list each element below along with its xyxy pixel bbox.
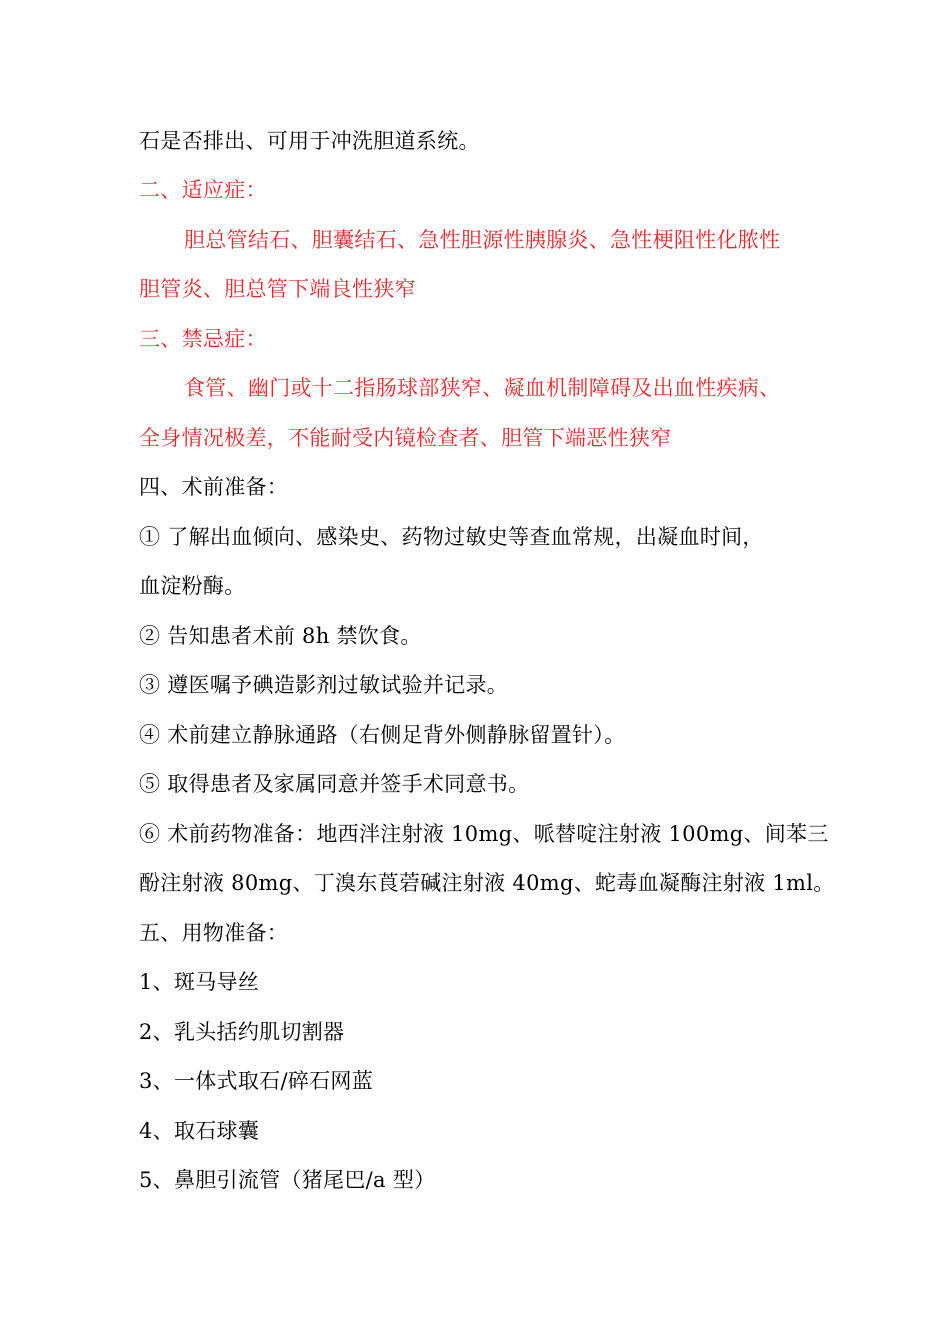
text-line: 石是否排出、可用于冲洗胆道系统。: [139, 129, 480, 153]
supply-item: 1、斑马导丝: [139, 970, 260, 994]
preop-item: ④ 术前建立静脉通路（右侧足背外侧静脉留置针）。: [139, 723, 626, 747]
preop-item: ⑤ 取得患者及家属同意并签手术同意书。: [139, 772, 530, 796]
preop-item: ③ 遵医嘱予碘造影剂过敏试验并记录。: [139, 673, 509, 697]
section-heading-preop: 四、术前准备：: [139, 475, 289, 499]
indications-text: 胆管炎、胆总管下端良性狭窄: [139, 277, 416, 301]
preop-item: 血淀粉酶。: [139, 574, 246, 598]
section-heading-contraindications: 三、禁忌症：: [139, 327, 267, 351]
preop-item: 酚注射液 80mg、丁溴东莨菪碱注射液 40mg、蛇毒血凝酶注射液 1ml。: [139, 871, 835, 895]
section-heading-supplies: 五、用物准备：: [139, 921, 289, 945]
section-heading-indications: 二、适应症：: [139, 178, 267, 202]
supply-item: 4、取石球囊: [139, 1119, 260, 1143]
preop-item: ① 了解出血倾向、感染史、药物过敏史等查血常规，出凝血时间，: [139, 525, 764, 549]
preop-item: ② 告知患者术前 8h 禁饮食。: [139, 624, 422, 648]
supply-item: 5、鼻胆引流管（猪尾巴/a 型）: [139, 1168, 436, 1192]
supply-item: 2、乳头括约肌切割器: [139, 1020, 345, 1044]
supply-item: 3、一体式取石/碎石网蓝: [139, 1069, 374, 1093]
preop-item: ⑥ 术前药物准备：地西泮注射液 10mg、哌替啶注射液 100mg、间苯三: [139, 822, 829, 846]
contraindications-text: 全身情况极差，不能耐受内镜检查者、胆管下端恶性狭窄: [139, 426, 672, 450]
indications-text: 胆总管结石、胆囊结石、急性胆源性胰腺炎、急性梗阻性化脓性: [184, 228, 781, 252]
contraindications-text: 食管、幽门或十二指肠球部狭窄、凝血机制障碍及出血性疾病、: [184, 376, 781, 400]
